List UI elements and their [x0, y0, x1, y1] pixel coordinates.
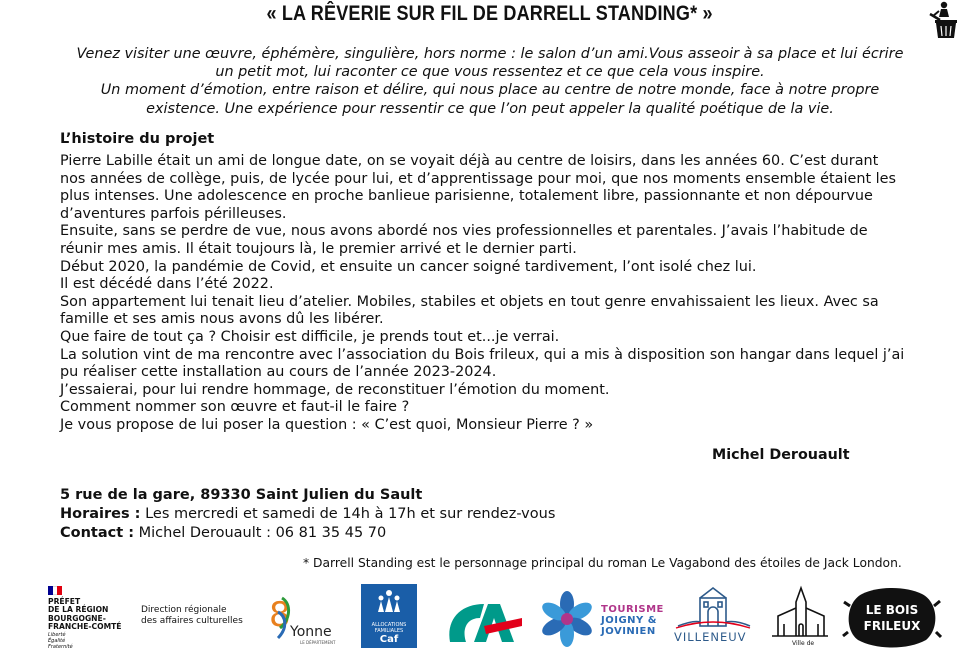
- story-line: Son appartement lui tenait lieu d’atelier. Mobiles, stabiles et objets en tout genre envahissaient les lieux. Avec sa: [60, 293, 879, 310]
- story-line: Pierre Labille était un ami de longue date, on se voyait déjà au centre de loisirs, dans les années 60. C’est durant: [60, 153, 879, 169]
- bois-frileux-logo: [842, 586, 942, 648]
- address: 5 rue de la gare, 89330 Saint Julien du Sault: [60, 487, 423, 503]
- story-line: d’aventures parfois périlleuses.: [60, 205, 287, 222]
- story-line: famille et ses amis nous avons dû les libérer.: [60, 311, 384, 328]
- yonne-digit: 8: [269, 595, 291, 635]
- caf-line: FAMILIALES: [374, 628, 404, 634]
- hours-value: Les mercredi et samedi de 14h à 17h et sur rendez-vous: [140, 506, 556, 522]
- story-line: J’essaierai, pour lui rendre hommage, de reconstituer l’émotion du moment.: [60, 381, 610, 398]
- caf-name: Caf: [379, 634, 399, 645]
- intro-line: un petit mot, lui raconter ce que vous ressentez et ce que cela vous inspire.: [215, 64, 765, 81]
- story-line: pu réaliser cette installation au cours de l’année 2023-2024.: [60, 364, 497, 381]
- yonne-sub: LE DÉPARTEMENT: [300, 640, 336, 645]
- intro-line: existence. Une expérience pour ressentir ce que l’on peut appeler la qualité poétique de la vie.: [146, 100, 834, 117]
- practical-info: [60, 486, 555, 543]
- intro-line: Venez visiter une œuvre, éphémère, singulière, hors norme : le salon d’un ami.Vous asseoir à sa place et lui écrire: [76, 46, 904, 62]
- trash-bin-icon: [924, 0, 964, 40]
- prefet-line: BOURGOGNE-: [48, 613, 106, 623]
- yonne-name: Yonne: [290, 624, 332, 640]
- yonne-logo: [266, 592, 342, 646]
- tourisme-line: JOIGNY &: [601, 615, 657, 626]
- caf-family-icon: [374, 588, 404, 614]
- intro-text: [60, 45, 920, 118]
- story-text: [60, 153, 960, 435]
- prefet-motto: Fraternité: [48, 643, 73, 650]
- section-title: L’histoire du projet: [60, 131, 215, 147]
- signature: Michel Derouault: [712, 447, 850, 463]
- contact-label: Contact :: [60, 525, 135, 541]
- drac-logo: [141, 605, 251, 627]
- caf-line: ALLOCATIONS: [371, 622, 407, 628]
- story-line: Ensuite, sans se perdre de vue, nous avons abordé nos vies professionnelles et parentales. J’avais l’habitude de: [60, 223, 868, 240]
- story-line: Que faire de tout ça ? Choisir est difficile, je prends tout et...je verrai.: [60, 328, 560, 345]
- prefet-line: PRÉFET: [48, 597, 81, 606]
- story-line: nos années de collège, puis, de lycée pour lui, et d’apprentissage pour moi, que nos moments ensemble étaient les: [60, 170, 897, 187]
- prefet-logo: [48, 586, 128, 650]
- ville-logo: [768, 584, 832, 648]
- hours-label: Horaires :: [60, 506, 141, 522]
- prefet-line: DE LA RÉGION: [48, 605, 109, 615]
- bois-line: LE BOIS: [865, 603, 919, 617]
- ville-de-label: Ville de: [792, 640, 815, 647]
- partner-logos: [0, 580, 979, 648]
- story-line: plus intenses. Une adolescence en proche banlieue parisienne, totalement libre, passionnante et non dépourvue: [60, 188, 873, 205]
- prefet-line: FRANCHE-COMTÉ: [48, 622, 122, 632]
- castle-gate-icon: [674, 586, 752, 630]
- flower-icon: [538, 590, 596, 648]
- villeneuve-name: VILLENEUV: [674, 630, 747, 644]
- story-line: Il est décédé dans l’été 2022.: [60, 276, 274, 293]
- bois-line: FRILEUX: [863, 619, 921, 633]
- church-icon: [768, 584, 832, 640]
- story-line: Début 2020, la pandémie de Covid, et ensuite un cancer soigné tardivement, l’ont isolé chez lui.: [60, 258, 757, 275]
- credit-agricole-logo: [444, 596, 522, 648]
- contact-value: Michel Derouault : 06 81 35 45 70: [134, 525, 387, 541]
- story-line: Je vous propose de lui poser la question : « C’est quoi, Monsieur Pierre ? »: [60, 416, 594, 433]
- tourisme-line: TOURISME: [601, 604, 664, 615]
- villeneuve-logo: [674, 586, 752, 648]
- french-flag-icon: [48, 586, 62, 595]
- tourisme-logo: [538, 590, 663, 648]
- intro-line: Un moment d’émotion, entre raison et délire, qui nous place au centre de notre monde, face à notre propre: [100, 82, 880, 99]
- prefet-motto: Égalité: [48, 637, 66, 644]
- drac-line: Direction régionale: [141, 605, 227, 615]
- story-line: réunir mes amis. Il était toujours là, le premier arrivé et le dernier parti.: [60, 240, 577, 257]
- page-title: « LA RÊVERIE SUR FIL DE DARRELL STANDING* »: [266, 2, 713, 25]
- caf-logo: [361, 584, 417, 648]
- prefet-motto: Liberté: [48, 631, 66, 638]
- story-line: La solution vint de ma rencontre avec l’association du Bois frileux, qui a mis à disposition son hangar dans lequel j’ai: [60, 346, 905, 363]
- tourisme-line: JOVINIEN: [601, 626, 656, 637]
- footnote: * Darrell Standing est le personnage principal du roman Le Vagabond des étoiles de Jack London.: [303, 556, 902, 570]
- story-line: Comment nommer son œuvre et faut-il le faire ?: [60, 399, 410, 416]
- drac-line: des affaires culturelles: [141, 616, 243, 626]
